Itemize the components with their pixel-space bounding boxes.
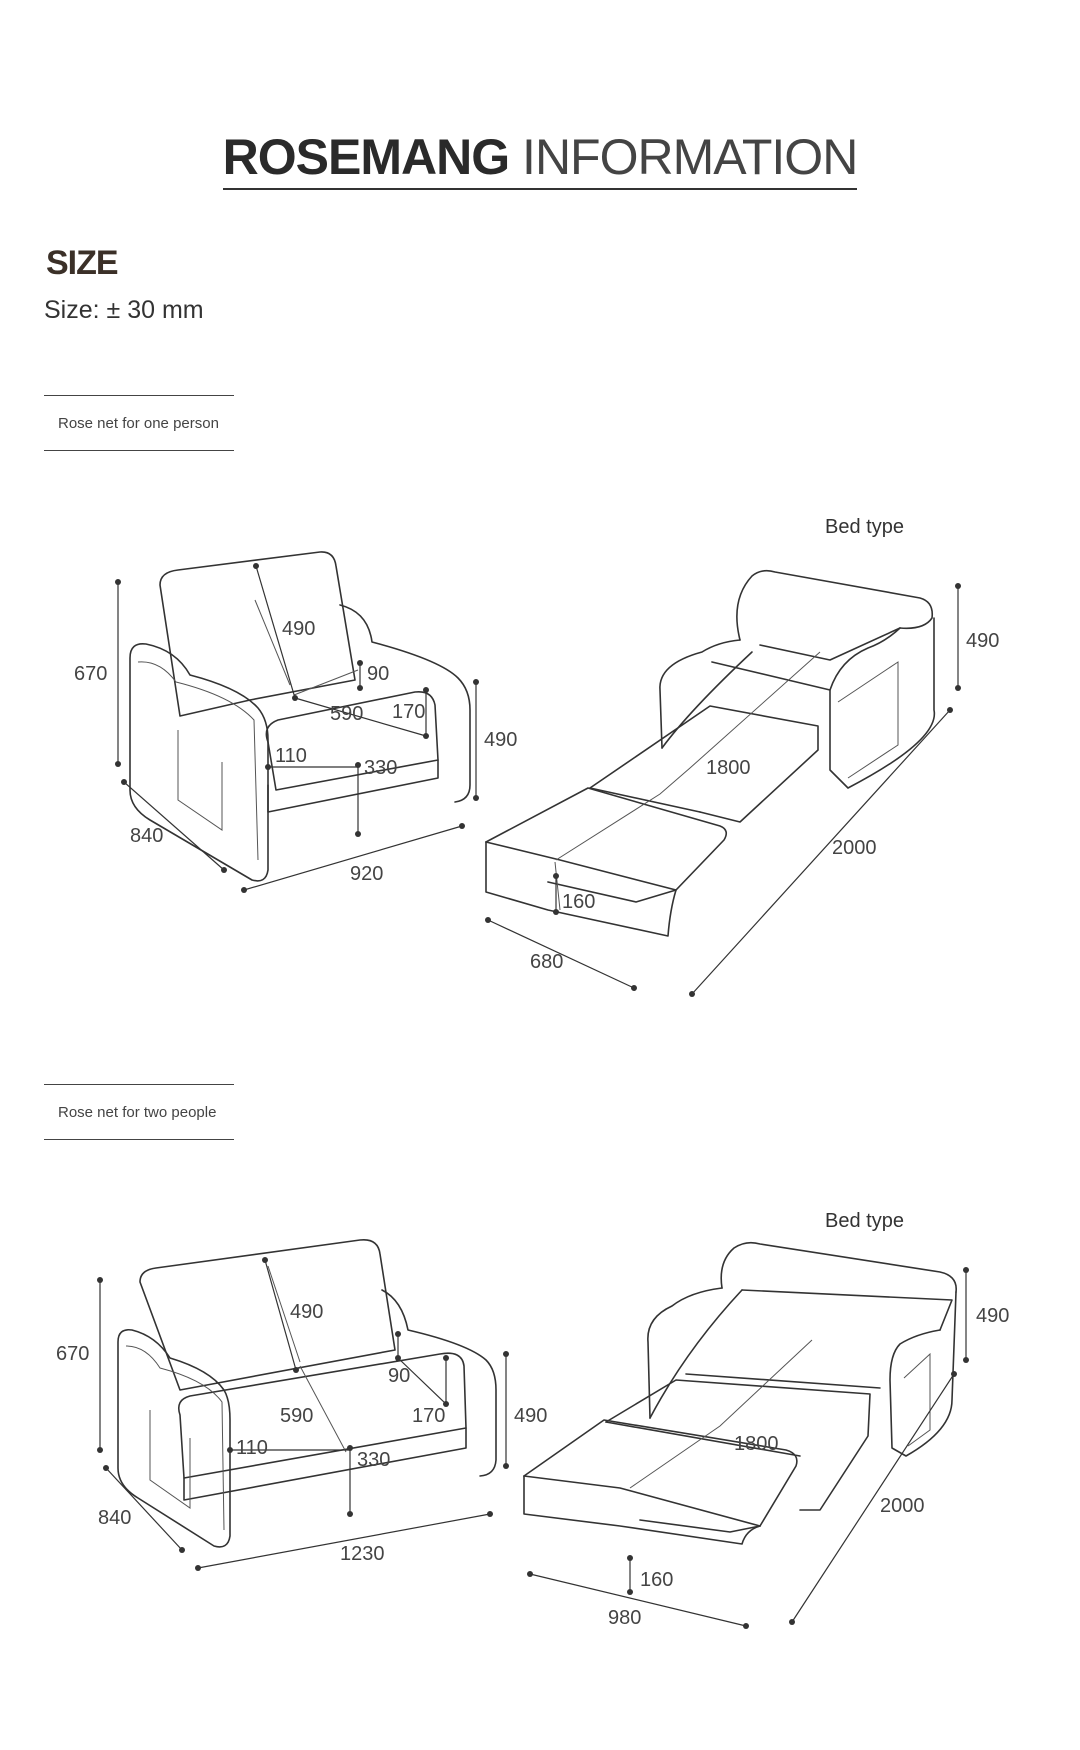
bed-dim-thickness-two: 160 [640,1569,674,1591]
bed-type-caption-two: Bed type [825,1210,904,1232]
bed-dim-length-inner: 1800 [706,757,751,779]
bed-dim-width: 680 [530,951,564,973]
bed-dim-length: 2000 [832,837,877,859]
dim-seat-depth: 590 [330,703,364,725]
dim-width: 920 [350,863,384,885]
section-label-one-person: Rose net for one person [44,395,234,451]
dim-arm-width-two: 90 [388,1365,411,1387]
dim-arm-height-two: 170 [412,1405,446,1427]
size-tolerance-note: Size: ± 30 mm [44,296,204,324]
bed-dim-width-two: 980 [608,1607,642,1629]
sofa-drawing-two [118,1240,496,1547]
dim-arm-front: 110 [275,745,307,767]
dim-arm-height: 170 [392,701,426,723]
dim-height: 670 [74,663,108,685]
dim-seat-height: 330 [364,757,398,779]
dim-seat-height-two: 330 [357,1449,391,1471]
title-subtitle: INFORMATION [522,129,858,185]
dim-height-two: 670 [56,1343,90,1365]
dim-seat-height-right-two: 490 [514,1405,548,1427]
page-title [0,129,1080,190]
sofa-dimensions-one [74,563,517,893]
bed-type-caption-one: Bed type [825,516,904,538]
dim-seat-height-right: 490 [484,729,518,751]
dim-arm-width: 90 [367,663,390,685]
bed-dimensions-one [485,583,999,997]
title-brand: ROSEMANG [222,129,510,185]
bed-dim-height: 490 [966,630,1000,652]
section-label-two-people: Rose net for two people [44,1084,234,1140]
size-heading: SIZE [46,244,118,282]
bed-drawing-one [486,571,934,936]
bed-dimensions-two [527,1267,1009,1629]
bed-dim-length-inner-two: 1800 [734,1433,779,1455]
dim-backrest: 490 [282,618,316,640]
diagram-one-person [0,540,1080,1060]
bed-dim-length-two: 2000 [880,1495,925,1517]
dim-arm-front-two: 110 [236,1437,268,1459]
dim-backrest-two: 490 [290,1301,324,1323]
dim-depth-two: 840 [98,1507,132,1529]
dim-seat-depth-two: 590 [280,1405,314,1427]
dim-depth: 840 [130,825,164,847]
bed-dim-height-two: 490 [976,1305,1010,1327]
dim-width-two: 1230 [340,1543,385,1565]
sofa-dimensions-two [56,1257,547,1571]
diagram-two-people [0,1230,1080,1750]
title-underline [222,129,858,190]
bed-dim-thickness: 160 [562,891,596,913]
